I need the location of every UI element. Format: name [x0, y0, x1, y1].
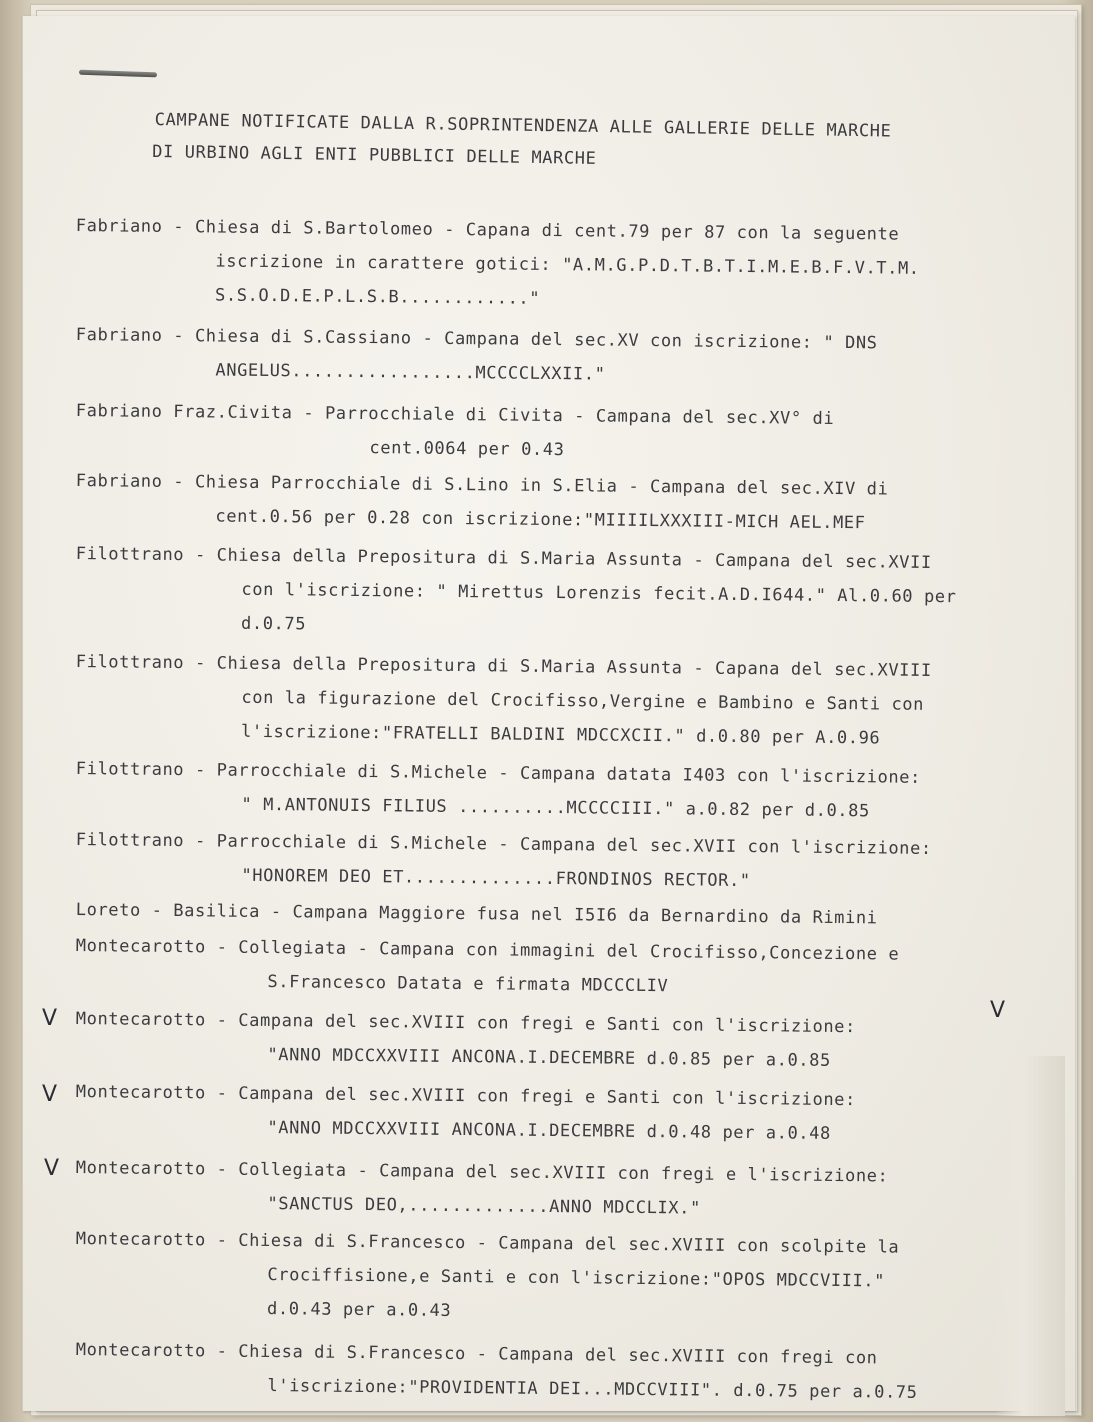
entry-line: S.S.O.D.E.P.L.S.B............" — [214, 285, 541, 309]
list-item — [75, 394, 834, 470]
entry-line: "SANCTUS DEO,.............ANNO MDCCLIX." — [267, 1194, 701, 1219]
entry-line: Fabriano - Chiesa di S.Bartolomeo - Capana di cent.79 per 87 con la seguente — [75, 215, 900, 245]
entry-line: Montecarotto - Chiesa di S.Francesco - Campana del sec.XVIII con fregi con — [75, 1339, 878, 1369]
entry-line: Filottrano - Chiesa della Prepositura di S.Maria Assunta - Campana del sec.XVII — [75, 543, 932, 573]
handwritten-check-mark: V — [42, 1006, 58, 1031]
entry-line: Montecarotto - Campana del sec.XVIII con fregi e Santi con l'iscrizione: — [75, 1008, 857, 1038]
entry-line: ANGELUS.................MCCCCLXXII." — [215, 360, 606, 385]
list-item — [75, 318, 877, 394]
title-line-1: CAMPANE NOTIFICATE DALLA R.SOPRINTENDENZA ALLE GALLERIE DELLE MARCHE — [154, 109, 892, 142]
entry-line: Fabriano Fraz.Civita - Parrocchiale di Civita - Campana del sec.XV° di — [75, 400, 835, 429]
entry-line: "ANNO MDCCXXVIII ANCONA.I.DECEMBRE d.0.85 per a.0.85 — [267, 1045, 831, 1071]
entry-line: Loreto - Basilica - Campana Maggiore fusa nel I5I6 da Bernardino da Rimini — [75, 899, 878, 929]
list-item — [75, 1222, 899, 1333]
list-item — [75, 209, 920, 320]
list-item — [75, 823, 932, 900]
entry-line: l'iscrizione:"FRATELLI BALDINI MDCCXCII." d.0.80 per A.0.96 — [240, 721, 881, 749]
entry-line: Fabriano - Chiesa Parrocchiale di S.Lino in S.Elia - Campana del sec.XIV di — [75, 470, 889, 500]
handwritten-check-mark: V — [990, 998, 1006, 1023]
entry-line: "ANNO MDCCXXVIII ANCONA.I.DECEMBRE d.0.48 per a.0.48 — [267, 1118, 831, 1144]
entry-line: d.0.43 per a.0.43 — [266, 1299, 452, 1321]
list-item — [75, 645, 932, 756]
entry-line: Montecarotto - Campana del sec.XVIII con fregi e Santi con l'iscrizione: — [75, 1081, 857, 1111]
entry-line: S.Francesco Datata e firmata MDCCCLIV — [267, 972, 669, 997]
entry-line: iscrizione in carattere gotici: "A.M.G.P.D.T.B.T.I.M.E.B.F.V.T.M. — [215, 251, 920, 279]
entry-line: cent.0.56 per 0.28 con iscrizione:"MIIIILXXXIII-MICH AEL.MEF — [215, 506, 866, 534]
handwritten-check-mark: V — [44, 1156, 60, 1181]
entry-line: Crociffisione,e Santi e con l'iscrizione:"OPOS MDCCVIII." — [267, 1265, 886, 1292]
page-title — [154, 104, 1015, 182]
entry-line: Montecarotto - Collegiata - Campana con immagini del Crocifisso,Concezione e — [75, 935, 900, 965]
entry-line: cent.0064 per 0.43 — [369, 438, 565, 461]
entry-line: Montecarotto - Collegiata - Campana del sec.XVIII con fregi e l'iscrizione: — [75, 1157, 889, 1187]
entry-line: Montecarotto - Chiesa di S.Francesco - Campana del sec.XVIII con scolpite la — [75, 1228, 900, 1258]
list-item — [76, 893, 878, 935]
list-item — [75, 929, 899, 1006]
list-item — [75, 464, 888, 541]
list-item — [75, 537, 957, 648]
list-item — [75, 1333, 918, 1410]
entry-line: d.0.75 — [240, 613, 307, 635]
list-item — [75, 1002, 856, 1078]
handwritten-check-mark: V — [42, 1082, 58, 1107]
entry-line: l'iscrizione:"PROVIDENTIA DEI...MDCCVIII". d.0.75 per a.0.75 — [267, 1376, 918, 1403]
entry-line: "HONOREM DEO ET..............FRONDINOS RECTOR." — [241, 865, 751, 892]
entry-line: con l'iscrizione: " Mirettus Lorenzis fecit.A.D.I644." Al.0.60 per — [241, 579, 957, 608]
list-item — [75, 752, 921, 829]
entry-line: Fabriano - Chiesa di S.Cassiano - Campana del sec.XV con iscrizione: " DNS — [75, 324, 878, 354]
entry-line: Filottrano - Parrocchiale di S.Michele - Campana del sec.XVII con l'iscrizione: — [75, 829, 932, 859]
entry-line: Filottrano - Parrocchiale di S.Michele - Campana datata I403 con l'iscrizione: — [75, 758, 922, 788]
title-line-2: DI URBINO AGLI ENTI PUBBLICI DELLE MARCHE — [152, 141, 597, 169]
entry-line: con la figurazione del Crocifisso,Vergine e Bambino e Santi con — [241, 687, 925, 715]
entry-line: " M.ANTONUIS FILIUS ..........MCCCCIII." a.0.82 per d.0.85 — [241, 794, 870, 822]
list-item — [75, 1075, 856, 1151]
entry-line: Filottrano - Chiesa della Prepositura di S.Maria Assunta - Capana del sec.XVIII — [75, 651, 932, 681]
list-item — [75, 1151, 888, 1228]
